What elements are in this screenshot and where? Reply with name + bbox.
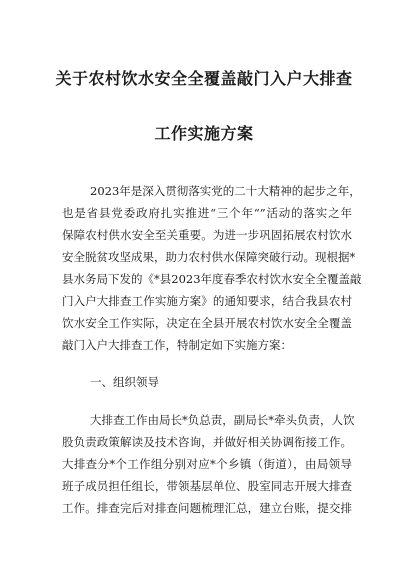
- paragraph-1-line: 饮水安全工作实际，决定在全县开展农村饮水安全全覆盖: [62, 316, 352, 330]
- document-title-line-2: 工作实施方案: [154, 124, 254, 143]
- paragraph-1-line: 安全脱贫攻坚成果，助力农村供水保障突破行动。现根据*: [62, 250, 356, 264]
- paragraph-1-line: 敲门入户大排查工作，特制定如下实施方案：: [62, 338, 292, 352]
- paragraph-2-line: 股负责政策解读及技术咨询，并做好相关协调衔接工作。: [62, 435, 352, 449]
- paragraph-2-line: 班子成员担任组长，带领基层单位、股室同志开展大排查: [62, 479, 352, 493]
- paragraph-1-line: 也是省县党委政府扎实推进“三个年“”活动的落实之年: [62, 206, 352, 220]
- paragraph-2-line: 工作。排查完后对排查问题梳理汇总，建立台账，提交排: [62, 501, 352, 515]
- document-title-line-1: 关于农村饮水安全全覆盖敲门入户大排查: [55, 69, 353, 88]
- paragraph-1-line: 门入户大排查工作实施方案》的通知要求，结合我县农村: [62, 294, 352, 308]
- paragraph-2-line: 大排查工作由局长*负总责，副局长*牵头负责，人饮: [90, 413, 355, 427]
- paragraph-2-line: 大排查分*个工作组分别对应*个乡镇（街道），由局领导: [62, 457, 352, 471]
- section-heading-organization: 一、组织领导: [90, 375, 159, 389]
- paragraph-1-line: 2023年是深入贯彻落实党的二十大精神的起步之年，: [90, 184, 361, 198]
- paragraph-1-line: 县水务局下发的《*县2023年度春季农村饮水安全全覆盖敲: [62, 272, 362, 286]
- paragraph-1-line: 保障农村供水安全至关重要。为进一步巩固拓展农村饮水: [62, 228, 352, 242]
